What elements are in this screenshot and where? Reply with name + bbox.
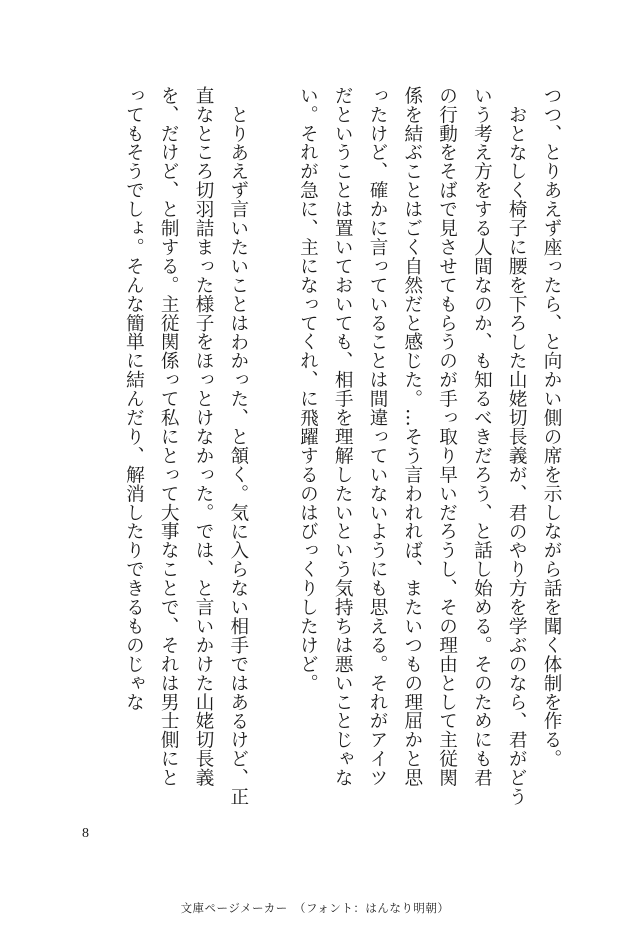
paragraph: とりあえず言いたいことはわかった、と頷く。気に入らない相手ではあるけど、正直なところ切羽詰まった様子をほっとけなかった。では、と言いかけた山姥切長義を、だけど、と制する。主従関係って私にとって大事なことで、それは男士側にとってもそうでしょ。そんな簡単に結んだり、解消したりできるものじゃな [123,86,249,806]
paragraph-spacer [255,86,290,806]
page-number: 8 [82,826,89,841]
footer-credit: 文庫ページメーカー （フォント：はんなり明朝） [180,901,450,915]
paragraph-continuation: つつ、とりあえず座ったら、と向かい側の席を示しながら話を聞く体制を作る。 [541,86,562,769]
paragraph: おとなしく椅子に腰を下ろした山姥切長義が、君のやり方を学ぶのなら、君がどういう考え方をする人間なのか、も知るべきだろう、と話し始める。そのためにも君の行動をそばで見させてもらうのが手っ取り早いだろうし、その理由として主従関係を結ぶことはごく自然だと感じた。…そう言われれば、またいつもの理屈かと思ったけど、確かに言っていることは間違っていないようにも思える。それがアイツだということは置いておいても、相手を理解したいという気持ちは悪いことじゃない。それが急に、主になってくれ、に飛躍するのはびっくりしたけど。 [297,86,528,806]
vertical-body-text [48,86,568,806]
